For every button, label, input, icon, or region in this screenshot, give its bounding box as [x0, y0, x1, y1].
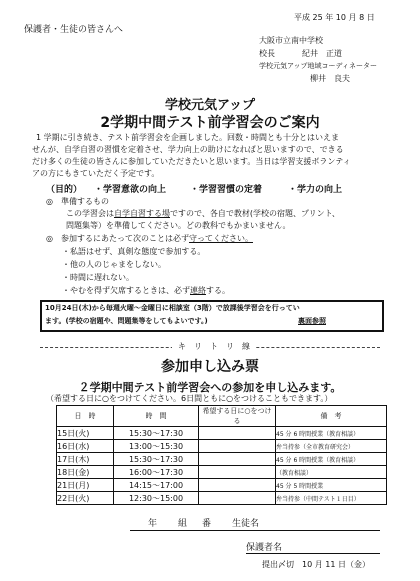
table-header-row: [57, 406, 387, 427]
title-line2: 2学期中間テスト前学習会のご案内: [100, 115, 320, 131]
student-name-field[interactable]: [130, 530, 380, 531]
row-time: 14:15～17:00: [114, 479, 199, 492]
guardian-name-field[interactable]: [246, 553, 380, 554]
table-row: [57, 453, 387, 466]
class-label: 組: [178, 519, 188, 529]
schedule-table: [56, 405, 387, 505]
row-note: 45 分 5 時間授業: [276, 479, 387, 492]
goal-item: ・学力の向上: [288, 185, 343, 195]
header-mark: 希望する日に○をつける: [199, 406, 276, 427]
rules-heading-pre: ◎ 参加するにあたって次のことは必ず: [46, 234, 189, 243]
row-day: 18日(金): [57, 466, 114, 479]
row-mark-cell[interactable]: [199, 466, 276, 479]
row-day: 22日(火): [57, 492, 114, 505]
row-day: 15日(火): [57, 427, 114, 440]
header-time: 時 間: [114, 406, 199, 427]
table-row: [57, 492, 387, 505]
notice-line2: ます。(学校の宿題や、問題集等をしてもよいです。): [45, 317, 208, 325]
school-name: 大阪市立南中学校: [259, 36, 323, 45]
row-note: 弁当持参（中間テスト１日目）: [276, 492, 387, 505]
notice-line1: 10月24日(木)から毎週火曜～金曜日に相談室（3階）で放課後学習会を行ってい: [45, 304, 300, 312]
intro-line: アの方にもきていただく予定です。: [32, 169, 160, 178]
rule-last-post: する。: [206, 286, 230, 295]
coordinator-name: 柳井 良夫: [310, 74, 350, 83]
date: 平成 25 年 10 月 8 日: [294, 13, 375, 22]
goal-item: ・学習習慣の定着: [190, 185, 263, 195]
row-note: 弁当持参（全市教育研究会）: [276, 440, 387, 453]
notice-link[interactable]: 裏面参照: [298, 317, 326, 325]
row-mark-cell[interactable]: [199, 440, 276, 453]
header-note: 備 考: [276, 406, 387, 427]
row-time: 15:30～17:30: [114, 427, 199, 440]
rule-item: ・他の人のじゃまをしない。: [62, 260, 166, 269]
cut-label: キ リ ト リ 線: [172, 341, 256, 352]
prepare-line1: [66, 208, 340, 219]
coordinator-title: 学校元気アップ地域コーディネーター: [259, 62, 377, 70]
row-day: 21日(月): [57, 479, 114, 492]
number-label: 番: [202, 519, 212, 529]
goals-label: （目的）: [46, 185, 83, 195]
rules-heading: [46, 233, 253, 244]
intro-line: 1 学期に引き続き、テスト前学習会を企画しました。回数・時間とも十分とはいえま: [36, 133, 339, 142]
student-name-label: 生徒名: [232, 519, 260, 529]
rule-item: ・私語はせず、真剣な態度で参加する。: [62, 247, 206, 256]
intro-line: せんが、自学自習の習慣を定着させ、学力向上の助けになればと思いますので、できる: [32, 145, 344, 154]
row-day: 16日(水): [57, 440, 114, 453]
row-day: 17日(木): [57, 453, 114, 466]
principal-title: 校長: [259, 49, 275, 58]
rule-contact: 連絡: [190, 286, 206, 295]
grade-label: 年: [148, 519, 158, 529]
principal-name: 紀井 正道: [302, 49, 342, 58]
row-time: 12:30～15:00: [114, 492, 199, 505]
prepare-line1-pre: この学習会は: [66, 209, 114, 218]
prepare-line1-post: ですので、各自で教材(学校の宿題、プリント、: [170, 209, 340, 218]
row-time: 13:00～15:30: [114, 440, 199, 453]
rule-item: [62, 285, 230, 296]
row-mark-cell[interactable]: [199, 427, 276, 440]
table-row: [57, 440, 387, 453]
prepare-self-study: 自学自習する場: [114, 209, 170, 218]
row-time: 15:30～17:30: [114, 453, 199, 466]
row-note: 45 分 6 時間授業（教育相談）: [276, 427, 387, 440]
title-line1: 学校元気アップ: [164, 98, 256, 113]
header-day: 日 時: [57, 406, 114, 427]
row-note: （教育相談）: [276, 466, 387, 479]
table-row: [57, 427, 387, 440]
rules-heading-emphasis: 守ってください。: [188, 234, 253, 243]
table-row: [57, 479, 387, 492]
row-time: 16:00～17:30: [114, 466, 199, 479]
prepare-heading: ◎ 準備するもの: [46, 197, 109, 206]
application-title: 参加申し込み票: [161, 359, 259, 375]
row-mark-cell[interactable]: [199, 453, 276, 466]
goal-item: ・学習意欲の向上: [94, 185, 167, 195]
application-subtitle: ２学期中間テスト前学習会への参加を申し込みます。: [78, 381, 342, 394]
rule-last-pre: ・やむを得ず欠席するときは、必ず: [62, 286, 190, 295]
deadline: 提出〆切 10 月 11 日（金）: [262, 560, 370, 569]
prepare-line2: 問題集等）を準備してください。どの教科でもかまいません。: [66, 221, 291, 230]
rule-item: ・時間に遅れない。: [62, 273, 134, 282]
row-mark-cell[interactable]: [199, 479, 276, 492]
intro-line: だけ多くの生徒の皆さんに参加していただきたいと思います。当日は学習支援ボランティ: [32, 157, 351, 166]
recipient: 保護者・生徒の皆さんへ: [24, 25, 123, 35]
row-note: 45 分 6 時間授業（教育相談）: [276, 453, 387, 466]
table-row: [57, 466, 387, 479]
application-instruction: （希望する日に○をつけてください。6日間ともに○をつけることもできます。）: [46, 394, 333, 403]
row-mark-cell[interactable]: [199, 492, 276, 505]
guardian-name-label: 保護者名: [246, 543, 283, 553]
